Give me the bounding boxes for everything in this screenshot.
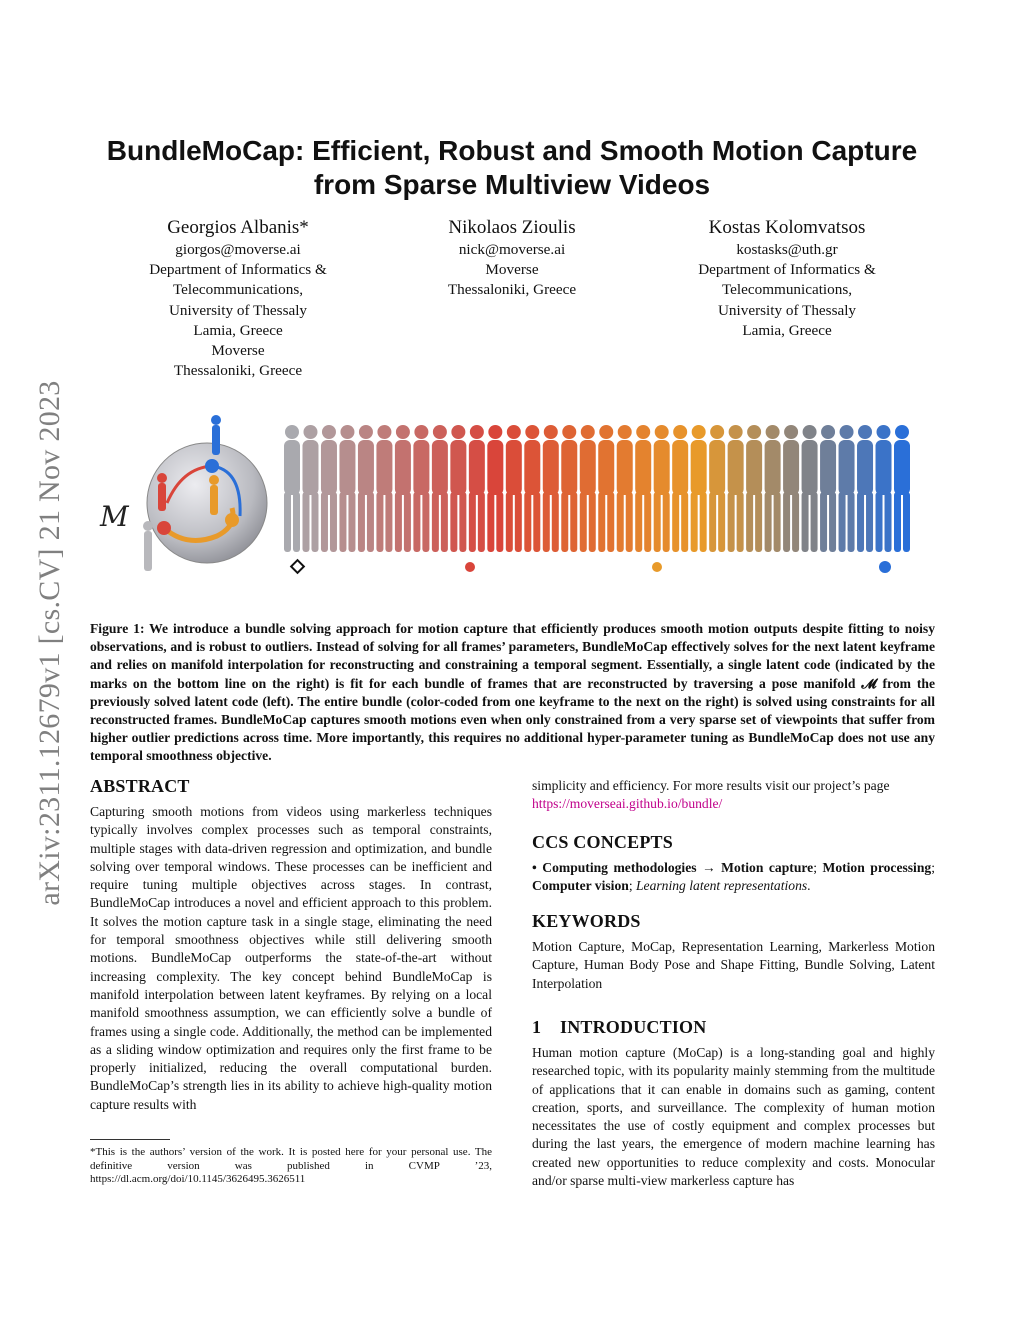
pose-figure: [358, 425, 374, 552]
abstract-continued: simplicity and efficiency. For more results visit our project’s page https://moverseai.github.io/bundle/: [532, 777, 935, 814]
pose-figure: [543, 425, 559, 552]
project-link[interactable]: https://moverseai.github.io/bundle/: [532, 796, 723, 812]
pose-figure: [302, 425, 318, 552]
pose-figure: [672, 425, 688, 552]
abstract-section: [90, 776, 492, 1114]
pose-figure: [321, 425, 337, 552]
abstract-text: Capturing smooth motions from videos using markerless techniques typically involves complex processes such as temporal constraints, multiple stages with data-driven regression and optimization, and bundle solving over temporal windows. These processes can be inefficient and require tuning multiple objectives across stages. In contrast, BundleMoCap introduces a novel and efficient approach to this problem. It solves the motion capture task in a single stage, eliminating the need for temporal smoothness objectives while still delivering smooth motions. BundleMoCap outperforms the state-of-the-art without increasing complexity. The key concept behind BundleMoCap is manifold interpolation between latent keyframes. By relying on a local manifold smoothness assumption, we can efficiently solve a bundle of frames using a single code. Additionally, the method can be implemented as a sliding window optimization and requires only the first frame to be properly initialized, reducing the overall computational burden. BundleMoCap’s strength lies in its ability to achieve high-quality motion capture results with: [90, 804, 492, 1112]
pose-figure: [839, 425, 855, 552]
pose-figure: [580, 425, 596, 552]
abstract-heading: ABSTRACT: [90, 776, 190, 796]
teaser-figure: [92, 408, 932, 598]
pose-figure: [487, 425, 503, 552]
introduction-section: [532, 1017, 935, 1190]
pose-figure: [728, 425, 744, 552]
introduction-heading: 1 INTRODUCTION: [532, 1017, 707, 1037]
pose-figure: [635, 425, 651, 552]
pose-figure: [765, 425, 781, 552]
pose-figure: [617, 425, 633, 552]
pose-figure: [820, 425, 836, 552]
arxiv-stamp: arXiv:2311.12679v1 [cs.CV] 21 Nov 2023: [33, 380, 66, 906]
introduction-text: Human motion capture (MoCap) is a long-standing goal and highly researched topic, with its popularity mainly stemming from the multitude of applications that it can enable in domains such as gaming, content creation, sports, and surveillance. The complexity of human motion necessitates the use of costly equipment and complex processes but during the last years, the emergence of modern machine learning has created new opportunities to reduce complexity and costs. Monocular and/or sparse multi-view markerless capture has: [532, 1045, 935, 1189]
pose-figure: [506, 425, 522, 552]
pose-figure: [395, 425, 411, 552]
pose-figure: [857, 425, 873, 552]
pose-figure: [802, 425, 818, 552]
author-block-1: Georgios Albanis* giorgos@moverse.ai Department of Informatics & Telecommunications, University of Thessaly Lamia, Greece Moverse Thessaloniki, Greece: [88, 216, 388, 381]
keyframe-marker-orange: [652, 562, 662, 572]
keywords-section: [532, 911, 935, 993]
author-block-2: Nikolaos Zioulis nick@moverse.ai Moverse Thessaloniki, Greece: [362, 216, 662, 301]
pose-figure: [450, 425, 466, 552]
keywords-heading: KEYWORDS: [532, 911, 641, 931]
footnote-rule: [90, 1139, 170, 1140]
footnote: *This is the authors’ version of the work. It is posted here for your personal use. The definitive version was published in CVMP ’23, https://dl.acm.org/doi/10.1145/3626495.3626511: [90, 1146, 492, 1185]
pose-figure: [561, 425, 577, 552]
author-name: Georgios Albanis*: [167, 217, 309, 238]
keyframe-marker-blue: [879, 561, 891, 573]
pose-figure: [691, 425, 707, 552]
pose-figure: [339, 425, 355, 552]
pose-figure: [709, 425, 725, 552]
author-name: Kostas Kolomvatsos: [708, 217, 866, 238]
pose-figure: [654, 425, 670, 552]
ccs-text: • Computing methodologies → Motion capture; Motion processing; Computer vision; Learning latent representations.: [532, 860, 935, 894]
pose-figure: [746, 425, 762, 552]
ccs-heading: CCS CONCEPTS: [532, 832, 673, 852]
author-block-3: Kostas Kolomvatsos kostasks@uth.gr Department of Informatics & Telecommunications, University of Thessaly Lamia, Greece: [637, 216, 937, 341]
pose-figure: [598, 425, 614, 552]
pose-figure: [469, 425, 485, 552]
pose-figure: [432, 425, 448, 552]
pose-figure: [376, 425, 392, 552]
pose-figure: [783, 425, 799, 552]
pose-manifold-sphere: [143, 415, 267, 571]
pose-figure: [876, 425, 892, 552]
pose-figure: [284, 425, 300, 552]
pose-figure: [524, 425, 540, 552]
keywords-text: Motion Capture, MoCap, Representation Learning, Markerless Motion Capture, Human Body Pose and Shape Fitting, Bundle Solving, Latent Interpolation: [532, 939, 935, 991]
paper-title: BundleMoCap: Efficient, Robust and Smooth Motion Capture from Sparse Multiview Videos: [106, 135, 918, 200]
author-name: Nikolaos Zioulis: [448, 217, 576, 238]
pose-sequence: [284, 425, 910, 552]
pose-figure: [894, 425, 910, 552]
keyframe-marker-red: [465, 562, 475, 572]
keyframe-start-marker: [291, 560, 304, 573]
figure-caption: Figure 1: We introduce a bundle solving approach for motion capture that efficiently produces smooth motion outputs despite fitting to noisy observations, and is robust to outliers. Instead of solving for all frames’ parameters, BundleMoCap effectively solves for the next latent keyframe and relies on manifold interpolation for reconstructing and constraining a temporal segment. Essentially, a single latent code (indicated by the marks on the bottom line on the right) is fit for each bundle of frames that are reconstructed by traversing a pose manifold 𝓜 from the previously solved latent code (left). The entire bundle (color-coded from one keyframe to the next on the right) is solved using constraints for all reconstructed frames. BundleMoCap captures smooth motions even when only constrained from a very sparse set of viewpoints that suffer from higher outlier predictions across time. More importantly, this requires no additional hyper-parameter tuning as BundleMoCap does not use any temporal smoothness objective.: [90, 621, 935, 764]
ccs-section: [532, 832, 935, 896]
pose-figure: [413, 425, 429, 552]
manifold-label: M: [100, 500, 129, 533]
